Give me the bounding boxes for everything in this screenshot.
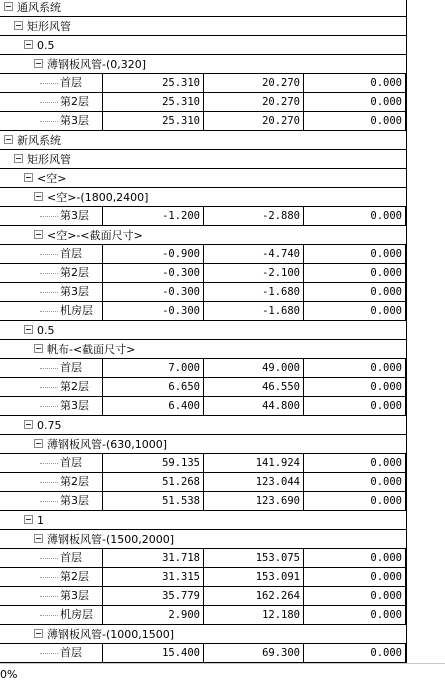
tree-group-row[interactable] [0, 416, 445, 435]
tree-group-row[interactable] [0, 188, 445, 207]
table-row[interactable] [0, 93, 445, 112]
floor-cell [0, 606, 103, 625]
table-row[interactable] [0, 112, 445, 131]
tree-group-row[interactable] [0, 625, 445, 644]
value-cell-3[interactable]: 0.000 [304, 606, 406, 625]
tree-connector-line [40, 273, 58, 274]
tree-connector-line [40, 292, 58, 293]
tree-connector-line [40, 311, 58, 312]
floor-cell [0, 473, 103, 492]
value-cell-3[interactable]: 0.000 [304, 587, 406, 606]
value-cell-1[interactable]: -0.300 [103, 264, 204, 283]
value-cell-2[interactable]: -1.680 [204, 302, 304, 321]
collapse-toggle-icon[interactable] [34, 439, 43, 448]
value-cell-3[interactable]: 0.000 [304, 283, 406, 302]
floor-label: 首层 [60, 76, 82, 89]
floor-label: 第2层 [60, 95, 89, 108]
collapse-toggle-icon[interactable] [34, 59, 43, 68]
value-cell-3[interactable]: 0.000 [304, 74, 406, 93]
value-cell-2[interactable]: 20.270 [204, 112, 304, 131]
table-row[interactable] [0, 359, 445, 378]
tree-group-row[interactable] [0, 150, 445, 169]
table-row[interactable] [0, 568, 445, 587]
value-cell-1[interactable]: 51.268 [103, 473, 204, 492]
tree-group-row[interactable] [0, 17, 445, 36]
status-bar [0, 663, 445, 684]
tree-connector-line [40, 501, 58, 502]
value-cell-1[interactable]: 15.400 [103, 644, 204, 663]
collapse-toggle-icon[interactable] [24, 325, 33, 334]
floor-label: 首层 [60, 551, 82, 564]
tree-connector-line [40, 615, 58, 616]
value-cell-2[interactable]: -1.680 [204, 283, 304, 302]
floor-label: 机房层 [60, 304, 93, 317]
tree-group-row[interactable] [0, 0, 445, 17]
table-row[interactable] [0, 378, 445, 397]
value-cell-2[interactable]: 153.075 [204, 549, 304, 568]
value-cell-3[interactable]: 0.000 [304, 302, 406, 321]
floor-label: 第2层 [60, 570, 89, 583]
tree-connector-line [40, 102, 58, 103]
value-cell-1[interactable]: 7.000 [103, 359, 204, 378]
floor-cell [0, 207, 103, 226]
value-cell-1[interactable]: 25.310 [103, 93, 204, 112]
collapse-toggle-icon[interactable] [4, 2, 13, 11]
floor-label: 第2层 [60, 266, 89, 279]
tree-group-row[interactable] [0, 226, 445, 245]
value-cell-1[interactable]: 25.310 [103, 74, 204, 93]
tree-connector-line [40, 121, 58, 122]
value-cell-2[interactable]: 123.690 [204, 492, 304, 511]
value-cell-2[interactable]: 46.550 [204, 378, 304, 397]
table-row[interactable] [0, 245, 445, 264]
value-cell-2[interactable]: 141.924 [204, 454, 304, 473]
floor-cell [0, 549, 103, 568]
tree-group-row[interactable] [0, 55, 445, 74]
value-cell-2[interactable]: -4.740 [204, 245, 304, 264]
table-row[interactable] [0, 283, 445, 302]
floor-label: 首层 [60, 247, 82, 260]
value-cell-3[interactable]: 0.000 [304, 359, 406, 378]
floor-label: 第3层 [60, 494, 89, 507]
table-row[interactable] [0, 454, 445, 473]
floor-cell [0, 644, 103, 663]
value-cell-2[interactable]: 20.270 [204, 93, 304, 112]
tree-group-label: <空>-(1800,2400] [47, 191, 149, 204]
tree-group-label: 帆布-<截面尺寸> [47, 343, 136, 356]
floor-label: 机房层 [60, 608, 93, 621]
tree-group-label: 薄钢板风管-(1000,1500] [47, 628, 175, 641]
floor-label: 首层 [60, 361, 82, 374]
floor-cell [0, 112, 103, 131]
collapse-toggle-icon[interactable] [24, 420, 33, 429]
table-row[interactable] [0, 473, 445, 492]
value-cell-3[interactable]: 0.000 [304, 454, 406, 473]
collapse-toggle-icon[interactable] [34, 344, 43, 353]
floor-cell [0, 283, 103, 302]
floor-cell [0, 74, 103, 93]
value-cell-2[interactable]: 12.180 [204, 606, 304, 625]
value-cell-3[interactable]: 0.000 [304, 93, 406, 112]
table-row[interactable] [0, 74, 445, 93]
floor-label: 第3层 [60, 285, 89, 298]
value-cell-1[interactable]: 31.315 [103, 568, 204, 587]
value-cell-2[interactable]: 153.091 [204, 568, 304, 587]
floor-label: 第3层 [60, 209, 89, 222]
value-cell-2[interactable]: -2.100 [204, 264, 304, 283]
floor-cell [0, 454, 103, 473]
tree-connector-line [40, 463, 58, 464]
table-row[interactable] [0, 644, 445, 663]
tree-group-label: 0.5 [37, 39, 55, 52]
floor-label: 首层 [60, 646, 82, 659]
value-cell-1[interactable]: -0.900 [103, 245, 204, 264]
tree-group-label: 薄钢板风管-(0,320] [47, 58, 147, 71]
floor-cell [0, 245, 103, 264]
tree-group-label: 矩形风管 [27, 20, 71, 33]
collapse-toggle-icon[interactable] [34, 629, 43, 638]
tree-connector-line [40, 368, 58, 369]
tree-connector-line [40, 254, 58, 255]
table-row[interactable] [0, 397, 445, 416]
tree-group-label: 0.75 [37, 419, 62, 432]
value-cell-1[interactable]: 35.779 [103, 587, 204, 606]
tree-connector-line [40, 482, 58, 483]
value-cell-3[interactable]: 0.000 [304, 378, 406, 397]
floor-label: 第3层 [60, 589, 89, 602]
tree-group-row[interactable] [0, 131, 445, 150]
value-cell-1[interactable]: -0.300 [103, 283, 204, 302]
floor-cell [0, 264, 103, 283]
table-row[interactable] [0, 606, 445, 625]
value-cell-2[interactable]: 69.300 [204, 644, 304, 663]
value-cell-2[interactable]: 44.800 [204, 397, 304, 416]
value-cell-1[interactable]: 6.400 [103, 397, 204, 416]
collapse-toggle-icon[interactable] [4, 135, 13, 144]
value-cell-1[interactable]: 2.900 [103, 606, 204, 625]
tree-group-label: 新风系统 [17, 134, 61, 147]
tree-connector-line [40, 387, 58, 388]
floor-label: 第3层 [60, 114, 89, 127]
tree-connector-line [40, 596, 58, 597]
table-row[interactable] [0, 492, 445, 511]
value-cell-3[interactable]: 0.000 [304, 568, 406, 587]
tree-connector-line [40, 216, 58, 217]
tree-connector-line [40, 406, 58, 407]
floor-cell [0, 568, 103, 587]
value-cell-3[interactable]: 0.000 [304, 492, 406, 511]
progress-percent: 0% [0, 668, 18, 681]
value-cell-1[interactable]: -0.300 [103, 302, 204, 321]
table-row[interactable] [0, 549, 445, 568]
value-cell-3[interactable]: 0.000 [304, 397, 406, 416]
tree-group-row[interactable] [0, 169, 445, 188]
value-cell-2[interactable]: 162.264 [204, 587, 304, 606]
floor-label: 第3层 [60, 399, 89, 412]
floor-cell [0, 378, 103, 397]
value-cell-1[interactable]: 25.310 [103, 112, 204, 131]
table-row[interactable] [0, 587, 445, 606]
floor-cell [0, 302, 103, 321]
floor-label: 第2层 [60, 380, 89, 393]
floor-cell [0, 397, 103, 416]
floor-cell [0, 359, 103, 378]
collapse-toggle-icon[interactable] [34, 230, 43, 239]
tree-group-row[interactable] [0, 511, 445, 530]
table-row[interactable] [0, 264, 445, 283]
value-cell-2[interactable]: -2.880 [204, 207, 304, 226]
collapse-toggle-icon[interactable] [34, 192, 43, 201]
value-cell-2[interactable]: 20.270 [204, 74, 304, 93]
tree-group-row[interactable] [0, 435, 445, 454]
tree-connector-line [40, 83, 58, 84]
value-cell-3[interactable]: 0.000 [304, 112, 406, 131]
floor-label: 首层 [60, 456, 82, 469]
tree-group-label: 1 [37, 514, 44, 527]
tree-connector-line [40, 653, 58, 654]
value-cell-1[interactable]: 31.718 [103, 549, 204, 568]
collapse-toggle-icon[interactable] [24, 515, 33, 524]
value-cell-2[interactable]: 123.044 [204, 473, 304, 492]
value-cell-2[interactable]: 49.000 [204, 359, 304, 378]
tree-group-row[interactable] [0, 530, 445, 549]
floor-cell [0, 492, 103, 511]
value-cell-3[interactable]: 0.000 [304, 264, 406, 283]
grid-right-border [406, 0, 407, 663]
collapse-toggle-icon[interactable] [34, 534, 43, 543]
tree-group-label: 薄钢板风管-(630,1000] [47, 438, 168, 451]
floor-label: 第2层 [60, 475, 89, 488]
tree-group-label: <空>-<截面尺寸> [47, 229, 143, 242]
tree-group-label: 0.5 [37, 324, 55, 337]
value-cell-3[interactable]: 0.000 [304, 473, 406, 492]
tree-connector-line [40, 558, 58, 559]
value-cell-3[interactable]: 0.000 [304, 644, 406, 663]
table-row[interactable] [0, 302, 445, 321]
value-cell-1[interactable]: 6.650 [103, 378, 204, 397]
collapse-toggle-icon[interactable] [14, 154, 23, 163]
tree-group-row[interactable] [0, 340, 445, 359]
collapse-toggle-icon[interactable] [14, 21, 23, 30]
table-row[interactable] [0, 207, 445, 226]
tree-group-label: 矩形风管 [27, 153, 71, 166]
value-cell-3[interactable]: 0.000 [304, 207, 406, 226]
value-cell-3[interactable]: 0.000 [304, 549, 406, 568]
tree-group-row[interactable] [0, 36, 445, 55]
value-cell-3[interactable]: 0.000 [304, 245, 406, 264]
tree-group-row[interactable] [0, 321, 445, 340]
floor-cell [0, 93, 103, 112]
collapse-toggle-icon[interactable] [24, 40, 33, 49]
tree-group-label: <空> [37, 172, 67, 185]
value-cell-1[interactable]: -1.200 [103, 207, 204, 226]
tree-group-label: 通风系统 [17, 1, 61, 14]
value-cell-1[interactable]: 51.538 [103, 492, 204, 511]
value-cell-1[interactable]: 59.135 [103, 454, 204, 473]
floor-cell [0, 587, 103, 606]
tree-connector-line [40, 577, 58, 578]
collapse-toggle-icon[interactable] [24, 173, 33, 182]
tree-group-label: 薄钢板风管-(1500,2000] [47, 533, 175, 546]
